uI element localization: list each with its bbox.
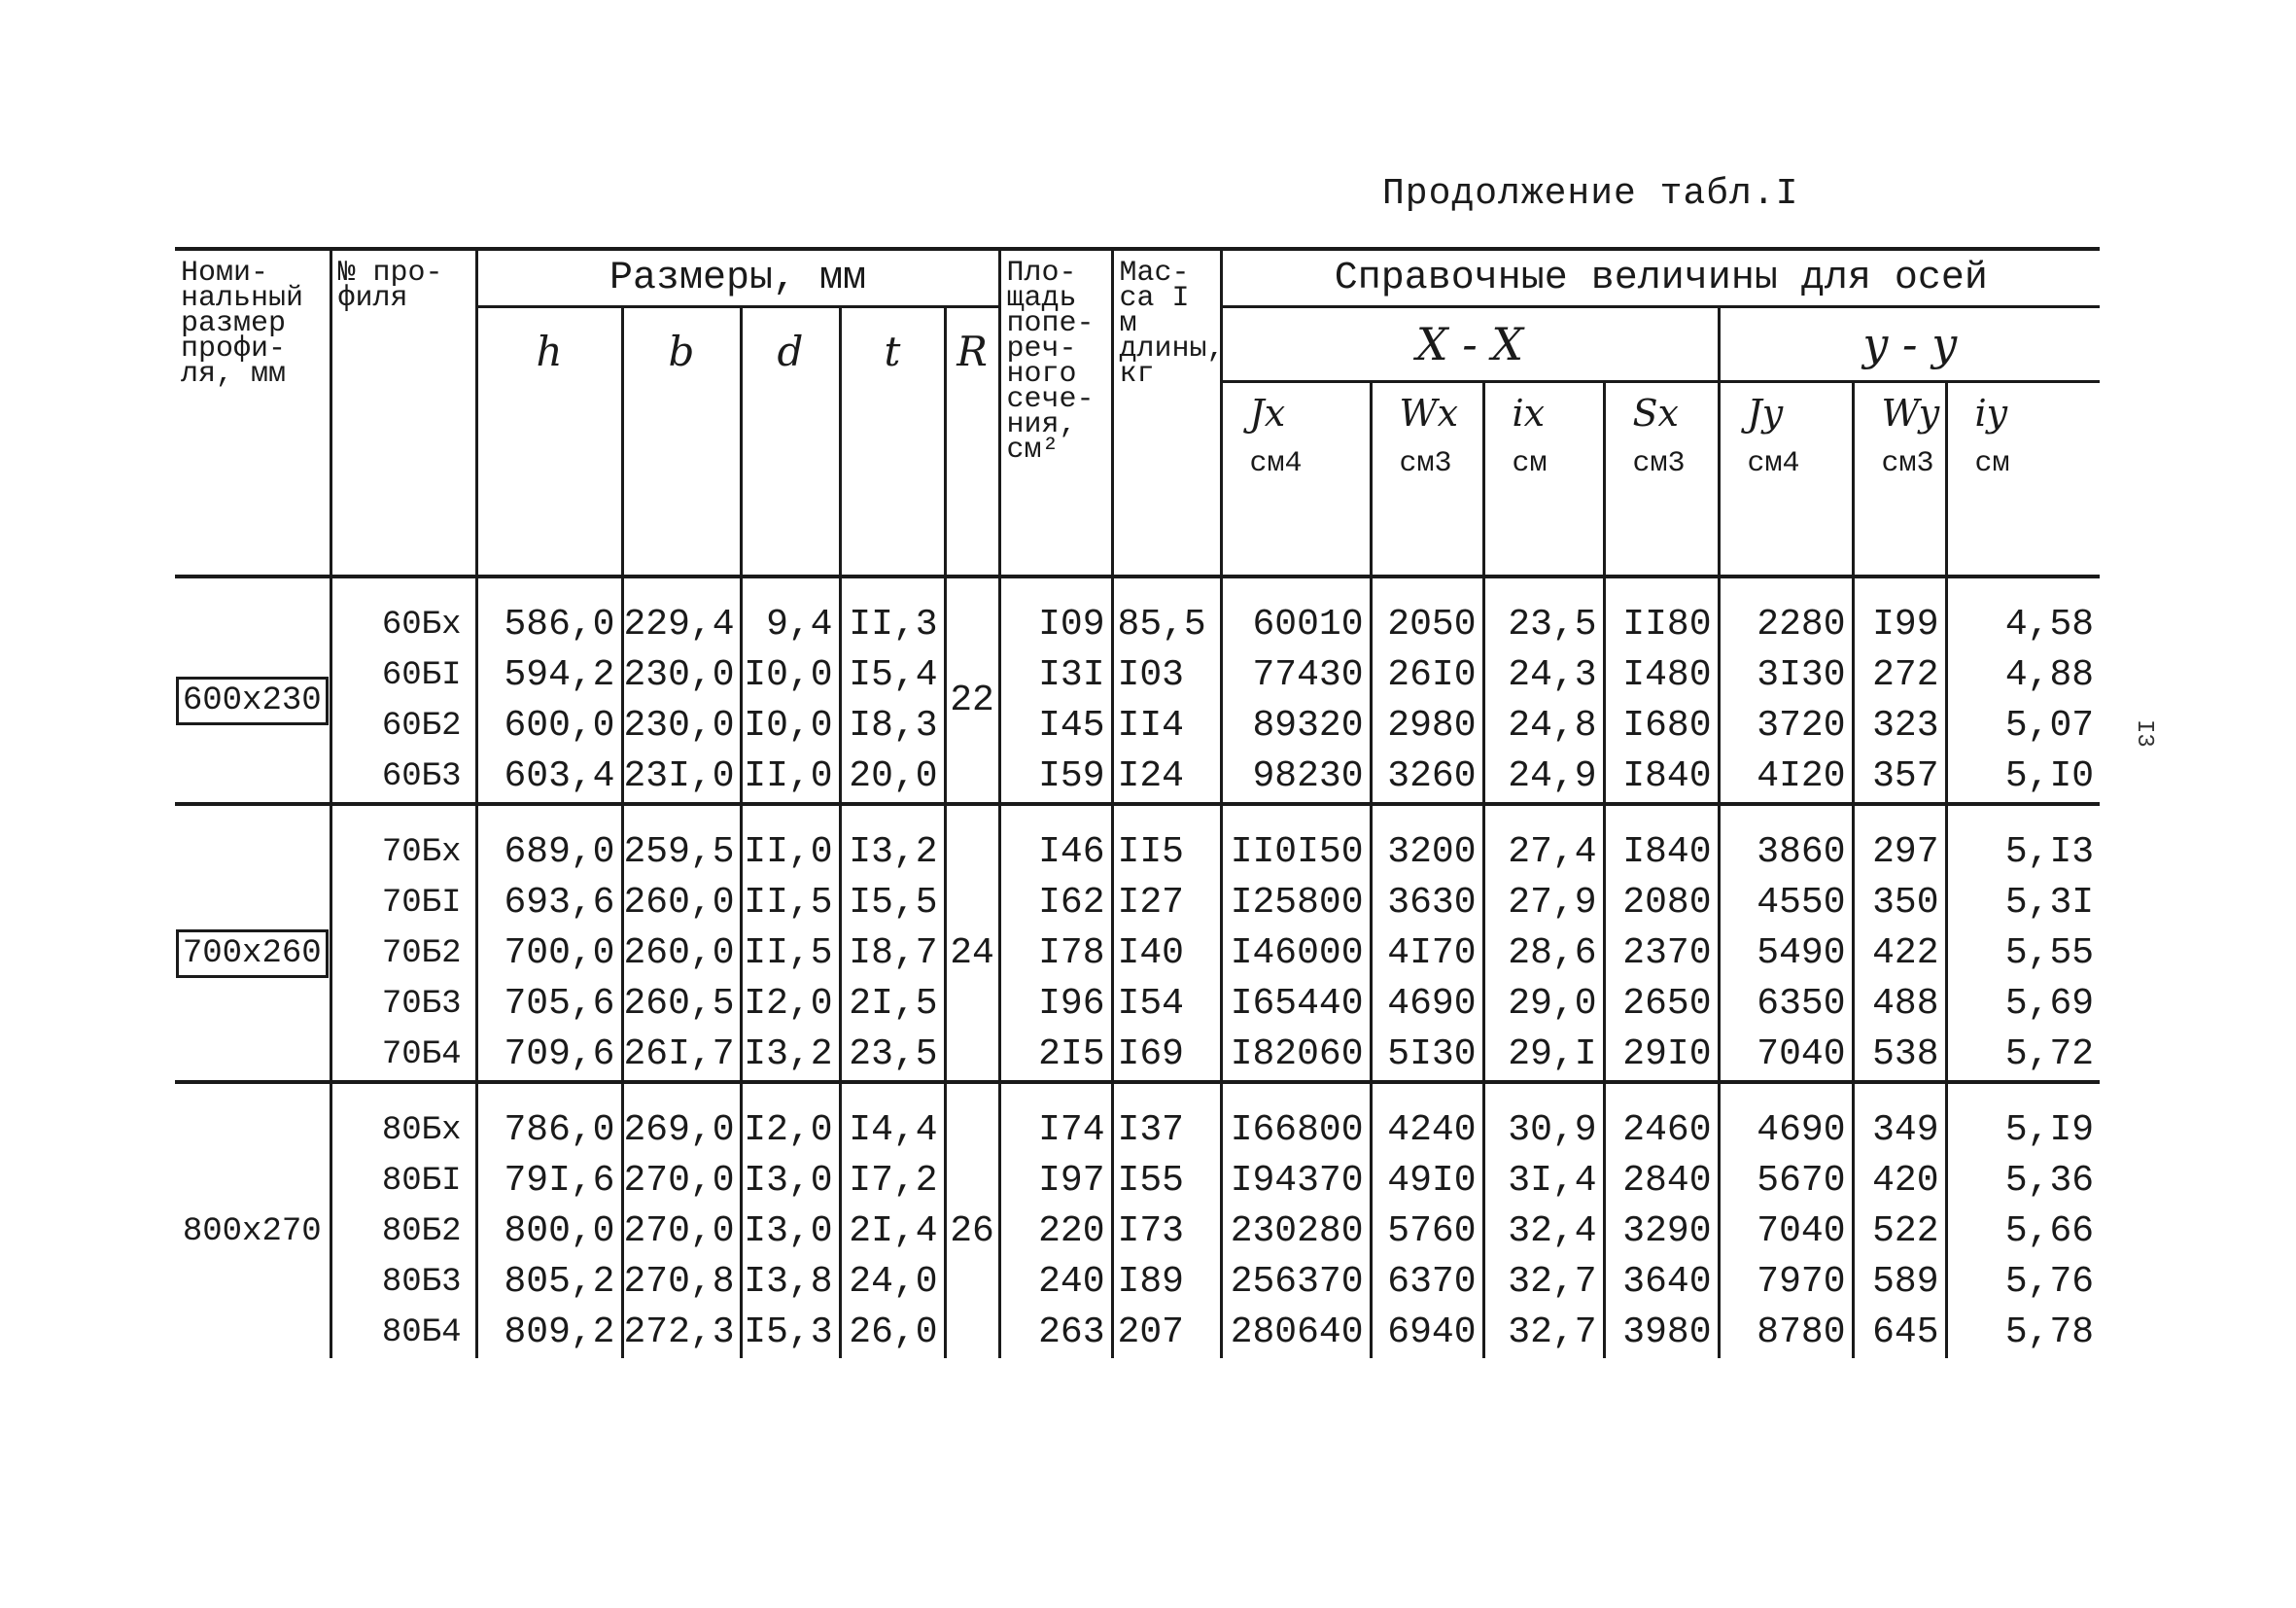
dim-d-cell: II,0 (741, 752, 840, 804)
nominal-size-cell (175, 804, 330, 1082)
dim-t-cell: 2I,5 (840, 979, 945, 1030)
header-dim-d: d (741, 307, 840, 577)
dim-b-cell: 272,3 (622, 1308, 741, 1358)
value-wy-cell: I99 (1853, 577, 1946, 650)
value-sx-cell: 2370 (1604, 928, 1719, 979)
dim-b-cell: 230,0 (622, 650, 741, 701)
value-sx-cell: I680 (1604, 701, 1719, 752)
mass-cell: 85,5 (1112, 577, 1221, 650)
nominal-size-label: 700x260 (176, 929, 329, 978)
value-wx-cell: 2050 (1371, 577, 1483, 650)
dim-h-cell: 79I,6 (476, 1156, 622, 1206)
value-iy-cell: 5,78 (1946, 1308, 2100, 1358)
value-ix-cell: 32,7 (1483, 1308, 1604, 1358)
dim-h-cell: 800,0 (476, 1206, 622, 1257)
value-wx-cell: 6940 (1371, 1308, 1483, 1358)
dim-b-cell: 260,0 (622, 928, 741, 979)
value-wy-cell: 297 (1853, 804, 1946, 878)
value-wy-cell: 323 (1853, 701, 1946, 752)
dim-t-cell: I3,2 (840, 804, 945, 878)
table-row (175, 752, 2100, 804)
value-jy-cell: 8780 (1719, 1308, 1853, 1358)
value-jx-cell: II0I50 (1221, 804, 1371, 878)
value-ix-cell: 30,9 (1483, 1082, 1604, 1156)
dim-h-cell: 709,6 (476, 1030, 622, 1082)
value-ix-cell: 27,9 (1483, 878, 1604, 928)
header-profile-number: № про- филя (330, 249, 476, 577)
table-row (175, 1156, 2100, 1206)
value-jy-cell: 7040 (1719, 1030, 1853, 1082)
value-jx-cell: I82060 (1221, 1030, 1371, 1082)
value-ix-cell: 24,9 (1483, 752, 1604, 804)
table-row (175, 701, 2100, 752)
dim-h-cell: 586,0 (476, 577, 622, 650)
mass-cell: I03 (1112, 650, 1221, 701)
dim-h-cell: 594,2 (476, 650, 622, 701)
profile-table (175, 247, 2100, 1358)
mass-cell: I73 (1112, 1206, 1221, 1257)
dim-b-cell: 26I,7 (622, 1030, 741, 1082)
dim-b-cell: 270,0 (622, 1156, 741, 1206)
value-wy-cell: 645 (1853, 1308, 1946, 1358)
value-wx-cell: 3200 (1371, 804, 1483, 878)
area-cell: 240 (999, 1257, 1112, 1308)
value-jy-cell: 5670 (1719, 1156, 1853, 1206)
dim-d-cell: I3,8 (741, 1257, 840, 1308)
value-sx-cell: 3290 (1604, 1206, 1719, 1257)
dim-h-cell: 805,2 (476, 1257, 622, 1308)
area-cell: I3I (999, 650, 1112, 701)
mass-cell: I69 (1112, 1030, 1221, 1082)
dim-h-cell: 689,0 (476, 804, 622, 878)
dim-r-cell: 26 (945, 1082, 999, 1358)
header-mass-per-meter: Мас- са I м длины, кг (1112, 249, 1221, 577)
value-sx-cell: II80 (1604, 577, 1719, 650)
value-wx-cell: 26I0 (1371, 650, 1483, 701)
value-wx-cell: 2980 (1371, 701, 1483, 752)
dim-t-cell: 20,0 (840, 752, 945, 804)
dim-b-cell: 229,4 (622, 577, 741, 650)
value-jy-cell: 7040 (1719, 1206, 1853, 1257)
value-sx-cell: 2840 (1604, 1156, 1719, 1206)
dim-h-cell: 693,6 (476, 878, 622, 928)
value-ix-cell: 32,7 (1483, 1257, 1604, 1308)
dim-t-cell: I7,2 (840, 1156, 945, 1206)
value-jy-cell: 4690 (1719, 1082, 1853, 1156)
value-wy-cell: 488 (1853, 979, 1946, 1030)
value-wy-cell: 422 (1853, 928, 1946, 979)
area-cell: 263 (999, 1308, 1112, 1358)
table-row (175, 1308, 2100, 1358)
value-sx-cell: 29I0 (1604, 1030, 1719, 1082)
value-jx-cell: I66800 (1221, 1082, 1371, 1156)
mass-cell: I24 (1112, 752, 1221, 804)
nominal-size-cell (175, 1082, 330, 1358)
value-jy-cell: 4I20 (1719, 752, 1853, 804)
value-iy-cell: 5,66 (1946, 1206, 2100, 1257)
value-wy-cell: 349 (1853, 1082, 1946, 1156)
value-sx-cell: I480 (1604, 650, 1719, 701)
profile-number-cell: 80Бx (330, 1082, 476, 1156)
dim-b-cell: 260,0 (622, 878, 741, 928)
value-wx-cell: 49I0 (1371, 1156, 1483, 1206)
value-sx-cell: 3980 (1604, 1308, 1719, 1358)
value-jx-cell: 77430 (1221, 650, 1371, 701)
dim-t-cell: 2I,4 (840, 1206, 945, 1257)
header-dim-t: t (840, 307, 945, 577)
dim-h-cell: 786,0 (476, 1082, 622, 1156)
value-wx-cell: 3630 (1371, 878, 1483, 928)
header-iy: iy см (1946, 382, 2100, 577)
value-wx-cell: 5760 (1371, 1206, 1483, 1257)
area-cell: I45 (999, 701, 1112, 752)
dim-b-cell: 260,5 (622, 979, 741, 1030)
profile-number-cell: 80Б4 (330, 1308, 476, 1358)
table-row (175, 878, 2100, 928)
dim-d-cell: II,5 (741, 928, 840, 979)
dim-r-cell: 24 (945, 804, 999, 1082)
dim-h-cell: 603,4 (476, 752, 622, 804)
value-jy-cell: 7970 (1719, 1257, 1853, 1308)
area-cell: I97 (999, 1156, 1112, 1206)
value-ix-cell: 24,3 (1483, 650, 1604, 701)
dim-t-cell: 23,5 (840, 1030, 945, 1082)
value-wy-cell: 522 (1853, 1206, 1946, 1257)
value-jy-cell: 6350 (1719, 979, 1853, 1030)
value-wx-cell: 6370 (1371, 1257, 1483, 1308)
table-row (175, 928, 2100, 979)
value-wy-cell: 538 (1853, 1030, 1946, 1082)
value-jx-cell: I94370 (1221, 1156, 1371, 1206)
dim-r-cell: 22 (945, 577, 999, 804)
value-wy-cell: 420 (1853, 1156, 1946, 1206)
table-row (175, 577, 2100, 650)
value-jx-cell: 98230 (1221, 752, 1371, 804)
dim-d-cell: I5,3 (741, 1308, 840, 1358)
nominal-size-cell (175, 577, 330, 804)
area-cell: I74 (999, 1082, 1112, 1156)
dim-t-cell: I5,5 (840, 878, 945, 928)
value-wx-cell: 3260 (1371, 752, 1483, 804)
value-wy-cell: 589 (1853, 1257, 1946, 1308)
value-jx-cell: 280640 (1221, 1308, 1371, 1358)
value-sx-cell: I840 (1604, 804, 1719, 878)
table-row (175, 804, 2100, 878)
mass-cell: I54 (1112, 979, 1221, 1030)
table-body (175, 577, 2100, 1358)
dim-b-cell: 270,0 (622, 1206, 741, 1257)
value-ix-cell: 23,5 (1483, 577, 1604, 650)
table-row (175, 1206, 2100, 1257)
value-jx-cell: 230280 (1221, 1206, 1371, 1257)
margin-page-mark: I3 (2131, 719, 2157, 748)
header-wy: Wy см3 (1853, 382, 1946, 577)
table-row (175, 979, 2100, 1030)
value-iy-cell: 4,58 (1946, 577, 2100, 650)
table-row (175, 650, 2100, 701)
profile-number-cell: 60Б3 (330, 752, 476, 804)
header-dim-r: R (945, 307, 999, 577)
profile-number-cell: 60Бx (330, 577, 476, 650)
value-jx-cell: 256370 (1221, 1257, 1371, 1308)
profile-number-cell: 60БI (330, 650, 476, 701)
profile-number-cell: 80Б2 (330, 1206, 476, 1257)
area-cell: I59 (999, 752, 1112, 804)
dim-d-cell: II,5 (741, 878, 840, 928)
profile-number-cell: 70Бx (330, 804, 476, 878)
area-cell: 220 (999, 1206, 1112, 1257)
mass-cell: I27 (1112, 878, 1221, 928)
value-jx-cell: 89320 (1221, 701, 1371, 752)
table-row (175, 1030, 2100, 1082)
dim-t-cell: I5,4 (840, 650, 945, 701)
dim-b-cell: 23I,0 (622, 752, 741, 804)
dim-d-cell: I0,0 (741, 701, 840, 752)
dim-t-cell: 24,0 (840, 1257, 945, 1308)
dim-h-cell: 705,6 (476, 979, 622, 1030)
value-jy-cell: 2280 (1719, 577, 1853, 650)
value-wx-cell: 5I30 (1371, 1030, 1483, 1082)
value-ix-cell: 28,6 (1483, 928, 1604, 979)
dim-d-cell: I3,0 (741, 1206, 840, 1257)
value-jy-cell: 3860 (1719, 804, 1853, 878)
value-ix-cell: 27,4 (1483, 804, 1604, 878)
header-jy: Jy см4 (1719, 382, 1853, 577)
value-iy-cell: 4,88 (1946, 650, 2100, 701)
value-jy-cell: 3I30 (1719, 650, 1853, 701)
value-ix-cell: 29,0 (1483, 979, 1604, 1030)
value-iy-cell: 5,I3 (1946, 804, 2100, 878)
value-sx-cell: 2650 (1604, 979, 1719, 1030)
mass-cell: II4 (1112, 701, 1221, 752)
value-iy-cell: 5,36 (1946, 1156, 2100, 1206)
value-jx-cell: I25800 (1221, 878, 1371, 928)
profile-number-cell: 70БI (330, 878, 476, 928)
area-cell: I46 (999, 804, 1112, 878)
header-dimensions-group: Размеры, мм (476, 249, 999, 307)
mass-cell: I89 (1112, 1257, 1221, 1308)
dim-d-cell: I0,0 (741, 650, 840, 701)
value-sx-cell: 2460 (1604, 1082, 1719, 1156)
value-jy-cell: 5490 (1719, 928, 1853, 979)
dim-d-cell: I3,2 (741, 1030, 840, 1082)
dim-d-cell: I3,0 (741, 1156, 840, 1206)
mass-cell: 207 (1112, 1308, 1221, 1358)
mass-cell: II5 (1112, 804, 1221, 878)
area-cell: I09 (999, 577, 1112, 650)
dim-t-cell: I8,7 (840, 928, 945, 979)
header-wx: Wx см3 (1371, 382, 1483, 577)
value-iy-cell: 5,69 (1946, 979, 2100, 1030)
mass-cell: I37 (1112, 1082, 1221, 1156)
value-iy-cell: 5,55 (1946, 928, 2100, 979)
value-wx-cell: 4I70 (1371, 928, 1483, 979)
area-cell: I78 (999, 928, 1112, 979)
table-caption: Продолжение табл.I (1382, 173, 1799, 215)
dim-d-cell: II,0 (741, 804, 840, 878)
value-jx-cell: I46000 (1221, 928, 1371, 979)
value-iy-cell: 5,I0 (1946, 752, 2100, 804)
value-jx-cell: I65440 (1221, 979, 1371, 1030)
area-cell: I96 (999, 979, 1112, 1030)
dim-b-cell: 259,5 (622, 804, 741, 878)
dim-d-cell: 9,4 (741, 577, 840, 650)
value-ix-cell: 3I,4 (1483, 1156, 1604, 1206)
mass-cell: I40 (1112, 928, 1221, 979)
value-iy-cell: 5,07 (1946, 701, 2100, 752)
header-dim-b: b (622, 307, 741, 577)
nominal-size-label: 800x270 (182, 1212, 322, 1250)
value-jy-cell: 4550 (1719, 878, 1853, 928)
value-ix-cell: 32,4 (1483, 1206, 1604, 1257)
dim-b-cell: 230,0 (622, 701, 741, 752)
header-axis-y: y - y (1719, 307, 2100, 382)
value-sx-cell: 2080 (1604, 878, 1719, 928)
value-iy-cell: 5,3I (1946, 878, 2100, 928)
dim-t-cell: 26,0 (840, 1308, 945, 1358)
value-iy-cell: 5,76 (1946, 1257, 2100, 1308)
dim-t-cell: I4,4 (840, 1082, 945, 1156)
dim-b-cell: 270,8 (622, 1257, 741, 1308)
value-iy-cell: 5,72 (1946, 1030, 2100, 1082)
header-dim-h: h (476, 307, 622, 577)
value-sx-cell: I840 (1604, 752, 1719, 804)
dim-b-cell: 269,0 (622, 1082, 741, 1156)
value-iy-cell: 5,I9 (1946, 1082, 2100, 1156)
value-wx-cell: 4690 (1371, 979, 1483, 1030)
dim-d-cell: I2,0 (741, 1082, 840, 1156)
dim-h-cell: 600,0 (476, 701, 622, 752)
profile-number-cell: 70Б4 (330, 1030, 476, 1082)
nominal-size-label: 600x230 (176, 677, 329, 725)
value-wy-cell: 357 (1853, 752, 1946, 804)
value-jx-cell: 60010 (1221, 577, 1371, 650)
value-wx-cell: 4240 (1371, 1082, 1483, 1156)
mass-cell: I55 (1112, 1156, 1221, 1206)
header-section-area: Пло- щадь попе- реч- ного сече- ния, см² (999, 249, 1112, 577)
header-axis-x: X - X (1221, 307, 1719, 382)
dim-h-cell: 809,2 (476, 1308, 622, 1358)
dim-d-cell: I2,0 (741, 979, 840, 1030)
value-ix-cell: 29,I (1483, 1030, 1604, 1082)
area-cell: 2I5 (999, 1030, 1112, 1082)
header-ix: ix см (1483, 382, 1604, 577)
header-nominal-size: Номи- нальный размер профи- ля, мм (175, 249, 330, 577)
area-cell: I62 (999, 878, 1112, 928)
profile-number-cell: 70Б3 (330, 979, 476, 1030)
dim-t-cell: I8,3 (840, 701, 945, 752)
dim-h-cell: 700,0 (476, 928, 622, 979)
profile-number-cell: 80БI (330, 1156, 476, 1206)
profile-number-cell: 80Б3 (330, 1257, 476, 1308)
profile-number-cell: 70Б2 (330, 928, 476, 979)
dim-t-cell: II,3 (840, 577, 945, 650)
header-reference-group: Справочные величины для осей (1221, 249, 2100, 307)
header-jx: Jx см4 (1221, 382, 1371, 577)
value-wy-cell: 350 (1853, 878, 1946, 928)
header-sx: Sx см3 (1604, 382, 1719, 577)
value-jy-cell: 3720 (1719, 701, 1853, 752)
table-row (175, 1257, 2100, 1308)
value-sx-cell: 3640 (1604, 1257, 1719, 1308)
value-wy-cell: 272 (1853, 650, 1946, 701)
table-row (175, 1082, 2100, 1156)
value-ix-cell: 24,8 (1483, 701, 1604, 752)
profile-number-cell: 60Б2 (330, 701, 476, 752)
